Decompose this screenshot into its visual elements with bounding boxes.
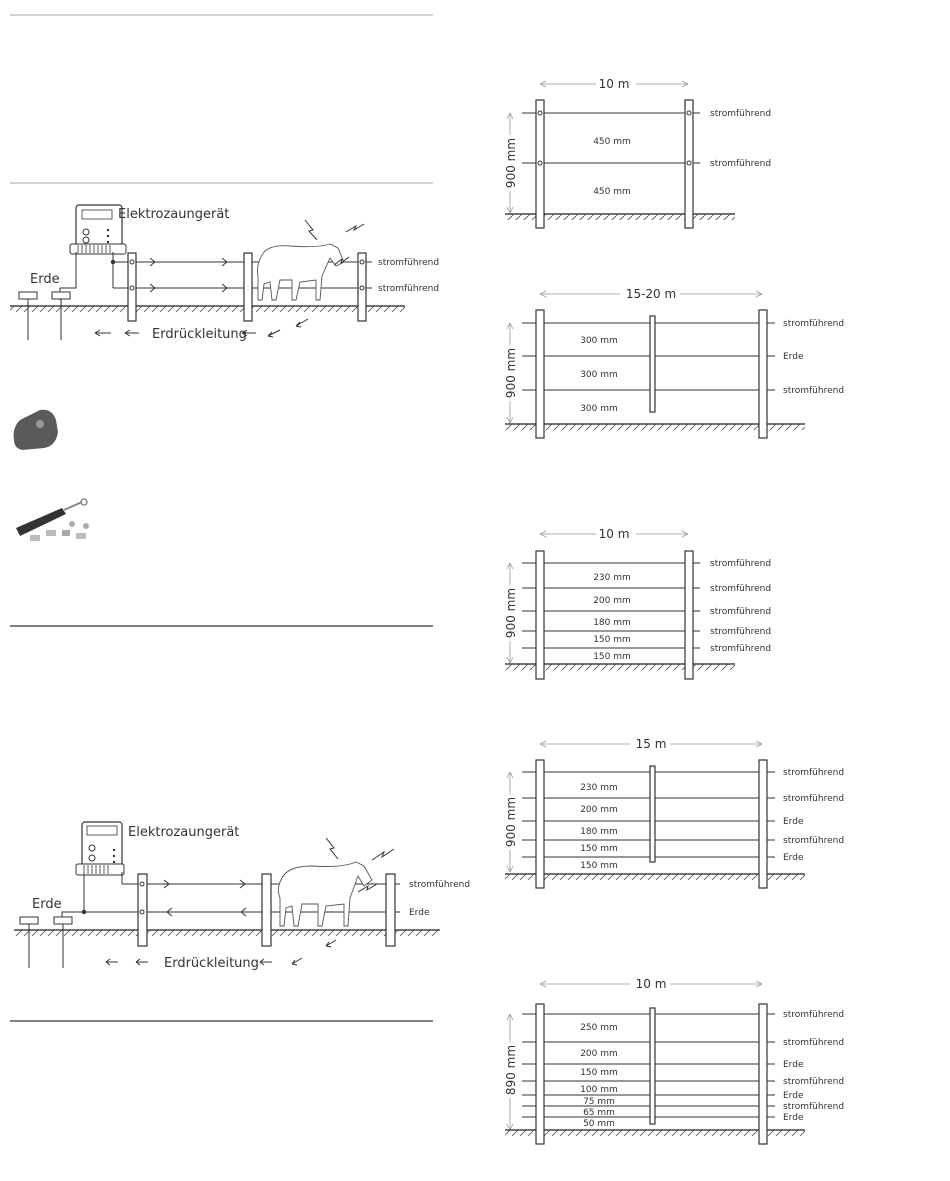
fence3-width: 10 m	[598, 527, 630, 541]
fence3-wire-4: stromführend	[710, 627, 772, 637]
fence5-wire-7: Erde	[783, 1113, 804, 1123]
diagram-live-and-earth-wire	[14, 822, 470, 971]
fence3-spacing-2: 200 mm	[593, 596, 631, 606]
diagram-two-live-wires	[10, 205, 439, 342]
fence2-width: 15-20 m	[625, 287, 677, 301]
cow-icon-2	[278, 862, 372, 926]
fence4-wire-2: stromführend	[783, 794, 845, 804]
fence-diagram-4	[504, 734, 844, 888]
fence1-width: 10 m	[598, 77, 630, 91]
fence4-wire-3: Erde	[783, 817, 804, 827]
fence-diagram-2	[504, 284, 844, 438]
wire-label-1: stromführend	[378, 258, 440, 268]
fence4-spacing-4: 150 mm	[580, 844, 618, 854]
fence1-wire-2: stromführend	[710, 159, 772, 169]
fence5-spacing-7: 50 mm	[583, 1119, 615, 1129]
fence3-wire-5: stromführend	[710, 644, 772, 654]
fence5-wire-5: Erde	[783, 1091, 804, 1101]
fence4-spacing-2: 200 mm	[580, 805, 618, 815]
fence5-spacing-3: 150 mm	[580, 1068, 618, 1078]
fence2-spacing-3: 300 mm	[580, 404, 618, 414]
fence5-wire-4: stromführend	[783, 1077, 845, 1087]
fence5-spacing-2: 200 mm	[580, 1049, 618, 1059]
return-label: Erdrückleitung	[152, 327, 247, 342]
connector-product-icon	[16, 499, 89, 541]
fence3-wire-3: stromführend	[710, 607, 772, 617]
fence4-height: 900 mm	[504, 796, 518, 848]
fence4-spacing-3: 180 mm	[580, 827, 618, 837]
fence3-spacing-5: 150 mm	[593, 652, 631, 662]
fence3-spacing-4: 150 mm	[593, 635, 631, 645]
earth-label: Erde	[30, 272, 60, 287]
fence2-spacing-2: 300 mm	[580, 370, 618, 380]
earth-label-2: Erde	[32, 897, 62, 912]
fence3-spacing-3: 180 mm	[593, 618, 631, 628]
fence3-wire-2: stromführend	[710, 584, 772, 594]
fence5-spacing-4: 100 mm	[580, 1085, 618, 1095]
fence5-spacing-1: 250 mm	[580, 1023, 618, 1033]
fence2-height: 900 mm	[504, 347, 518, 399]
fence3-spacing-1: 230 mm	[593, 573, 631, 583]
fence2-wire-1: stromführend	[783, 319, 845, 329]
fence5-wire-3: Erde	[783, 1060, 804, 1070]
fence1-spacing-1: 450 mm	[593, 137, 631, 147]
earth-stakes-icon	[19, 292, 70, 340]
lightning-icon	[305, 220, 317, 240]
fence5-height: 890 mm	[504, 1044, 518, 1096]
fence2-spacing-1: 300 mm	[580, 336, 618, 346]
fence4-wire-4: stromführend	[783, 836, 845, 846]
fence1-height: 900 mm	[504, 137, 518, 189]
fence3-wire-1: stromführend	[710, 559, 772, 569]
fence4-width: 15 m	[635, 737, 667, 751]
fence2-wire-2: Erde	[783, 352, 804, 362]
return-label-2: Erdrückleitung	[164, 956, 259, 971]
energizer-label: Elektrozaungerät	[118, 207, 230, 222]
fence5-width: 10 m	[635, 977, 667, 991]
wire-label-live: stromführend	[409, 880, 471, 890]
fence1-spacing-2: 450 mm	[593, 187, 631, 197]
insulator-product-icon	[14, 410, 58, 450]
fence3-height: 900 mm	[504, 587, 518, 639]
fence5-spacing-5: 75 mm	[583, 1097, 615, 1107]
energizer-label-2: Elektrozaungerät	[128, 825, 240, 840]
energizer-icon-2	[76, 822, 124, 875]
earth-stakes-icon-2	[20, 917, 72, 968]
fence5-spacing-6: 65 mm	[583, 1108, 615, 1118]
fence4-wire-5: Erde	[783, 853, 804, 863]
fence-diagram-1	[504, 74, 771, 228]
fence4-wire-1: stromführend	[783, 768, 845, 778]
fence4-spacing-5: 150 mm	[580, 861, 618, 871]
fence2-wire-3: stromführend	[783, 386, 845, 396]
wire-label-earth: Erde	[409, 908, 430, 918]
fence4-spacing-1: 230 mm	[580, 783, 618, 793]
fence5-wire-2: stromführend	[783, 1038, 845, 1048]
fence5-wire-6: stromführend	[783, 1102, 845, 1112]
wire-label-2: stromführend	[378, 284, 440, 294]
fence1-wire-1: stromführend	[710, 109, 772, 119]
fence-diagram-5	[504, 974, 844, 1144]
cow-icon	[258, 244, 345, 300]
fence-diagram-3	[504, 524, 771, 679]
fence5-wire-1: stromführend	[783, 1010, 845, 1020]
